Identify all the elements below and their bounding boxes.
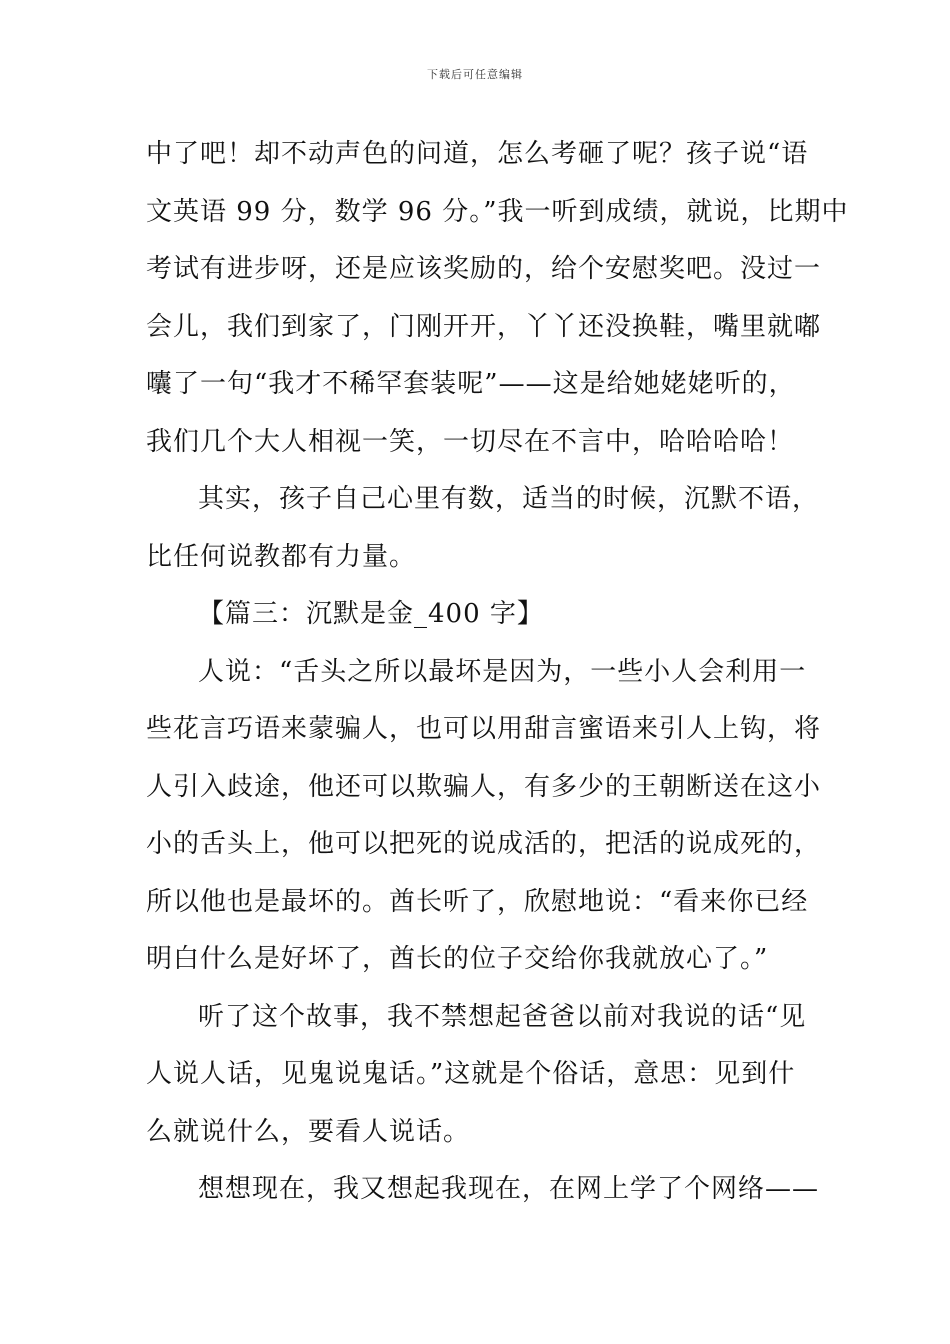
text-line: 其实，孩子自己心里有数，适当的时候，沉默不语， [198,484,820,514]
text-line: 听了这个故事，我不禁想起爸爸以前对我说的话“见 [198,1001,807,1032]
paragraph-5 [146,1161,820,1219]
section-heading [146,586,806,644]
text-line: 考试有进步呀，还是应该奖励的，给个安慰奖吧。没过一 [146,254,822,284]
text-line: 人说人话，见鬼说鬼话。”这就是个俗话，意思：见到什 [146,1059,796,1089]
text-line: 所以他也是最坏的。酋长听了，欣慰地说：“看来你已经 [146,886,809,917]
text-line: 文英语 99 分，数学 96 分。”我一听到成绩，就说，比期中 [146,196,849,227]
paragraph-1 [146,126,849,471]
document-body [146,126,849,1219]
text-line: 想想现在，我又想起我现在，在网上学了个网络—— [198,1174,820,1204]
paragraph-4 [146,989,806,1162]
text-line: 明白什么是好坏了，酋长的位子交给你我就放心了。” [146,944,769,974]
text-line: 比任何说教都有力量。 [146,541,417,572]
text-line: 会儿，我们到家了，门刚开开，丫丫还没换鞋，嘴里就嘟 [146,311,822,342]
text-line: 我们几个大人相视一笑，一切尽在不言中，哈哈哈哈！ [146,426,795,457]
text-line: 囔了一句“我才不稀罕套装呢”——这是给她姥姥听的， [146,369,796,399]
text-line: 人说：“舌头之所以最坏是因为，一些小人会利用一 [198,656,807,687]
paragraph-2 [146,471,820,586]
text-line: 人引入歧途，他还可以欺骗人，有多少的王朝断送在这小 [146,771,822,802]
paragraph-3 [146,644,822,989]
text-line: 么就说什么，要看人说话。 [146,1116,471,1147]
text-line: 中了吧！却不动声色的问道，怎么考砸了呢？孩子说“语 [146,139,809,169]
text-line: 些花言巧语来蒙骗人，也可以用甜言蜜语来引人上钩，将 [146,714,822,744]
section-title: 【篇三：沉默是金_400 字】 [198,599,544,629]
text-line: 小的舌头上，他可以把死的说成活的，把活的说成死的， [146,829,822,859]
page-header: 下载后可任意编辑 [427,68,523,81]
